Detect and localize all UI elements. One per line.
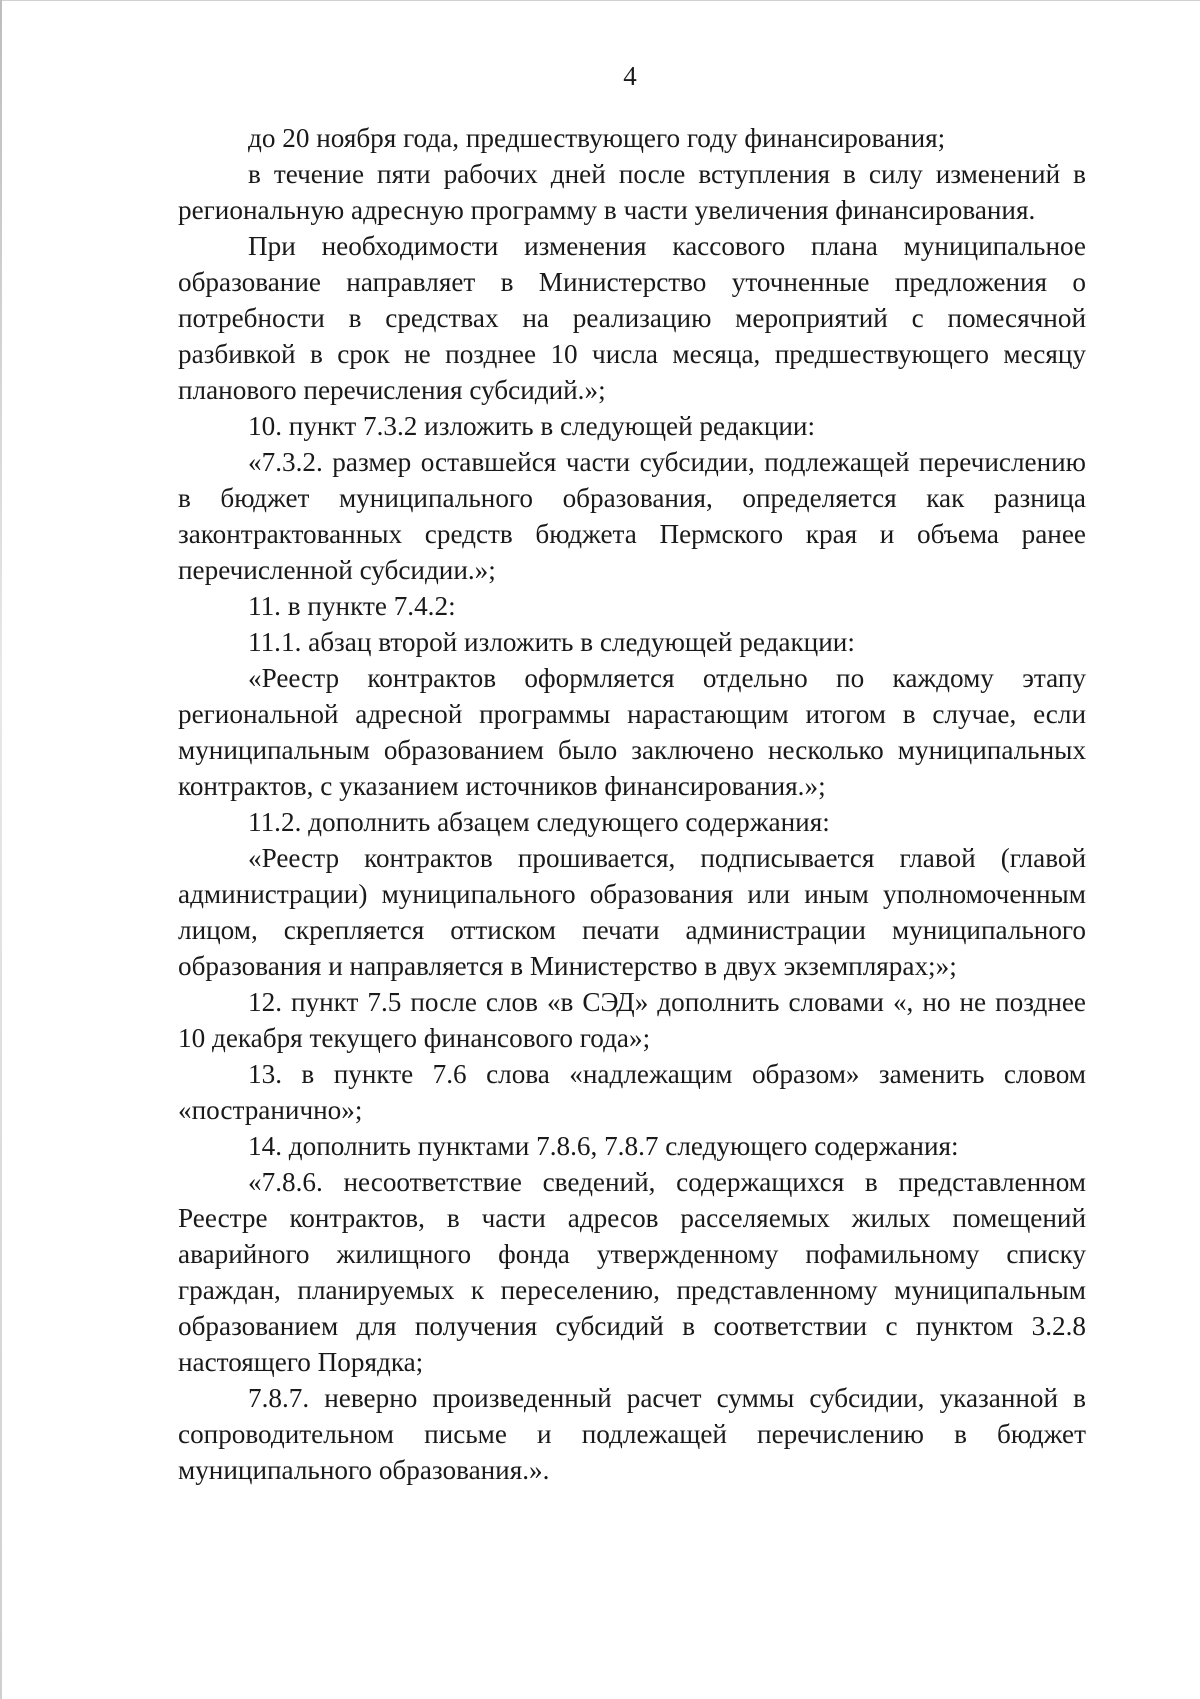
paragraph: «Реестр контрактов оформляется отдельно по каждому этапу региональной адресной программы нарастающим итогом в случае, если муниципальным образованием было заключено несколько муниципальных контрактов, с указанием источников финансирования.»; [178,663,1086,801]
paragraph: «7.8.6. несоответствие сведений, содержащихся в представленном Реестре контрактов, в части адресов расселяемых жилых помещений аварийного жилищного фонда утвержденному пофамильному списку граждан, планируемых к переселению, представленному муниципальным образованием для получения субсидий в соответствии с пунктом 3.2.8 настоящего Порядка; [178,1167,1086,1377]
scan-edge-top [0,0,1200,1]
paragraph: 12. пункт 7.5 после слов «в СЭД» дополнить словами «, но не позднее 10 декабря текущего финансового года»; [178,987,1086,1053]
paragraph: 10. пункт 7.3.2 изложить в следующей редакции: [248,411,816,441]
paragraph: 11.2. дополнить абзацем следующего содержания: [248,807,830,837]
page-number: 4 [623,61,637,91]
document-body [178,120,1086,1488]
paragraph: в течение пяти рабочих дней после вступления в силу изменений в региональную адресную программу в части увеличения финансирования. [178,159,1086,225]
paragraph: 14. дополнить пунктами 7.8.6, 7.8.7 следующего содержания: [248,1131,959,1161]
paragraph: 13. в пункте 7.6 слова «надлежащим образом» заменить словом «постранично»; [178,1059,1086,1125]
paragraph: 11. в пункте 7.4.2: [248,591,456,621]
paragraph: 7.8.7. неверно произведенный расчет суммы субсидии, указанной в сопроводительном письме и подлежащей перечислению в бюджет муниципального образования.». [178,1383,1086,1485]
paragraph: «7.3.2. размер оставшейся части субсидии, подлежащей перечислению в бюджет муниципального образования, определяется как разница законтрактованных средств бюджета Пермского края и объема ранее перечисленной субсидии.»; [178,447,1086,585]
scan-edge-left [0,0,2,1699]
paragraph: до 20 ноября года, предшествующего году финансирования; [248,123,946,153]
paragraph: При необходимости изменения кассового плана муниципальное образование направляет в Министерство уточненные предложения о потребности в средствах на реализацию мероприятий с помесячной разбивкой в срок не позднее 10 числа месяца, предшествующего месяцу планового перечисления субсидий.»; [178,231,1086,405]
paragraph: «Реестр контрактов прошивается, подписывается главой (главой администрации) муниципального образования или иным уполномоченным лицом, скрепляется оттиском печати администрации муниципального образования и направляется в Министерство в двух экземплярах;»; [178,843,1086,981]
paragraph: 11.1. абзац второй изложить в следующей редакции: [248,627,855,657]
